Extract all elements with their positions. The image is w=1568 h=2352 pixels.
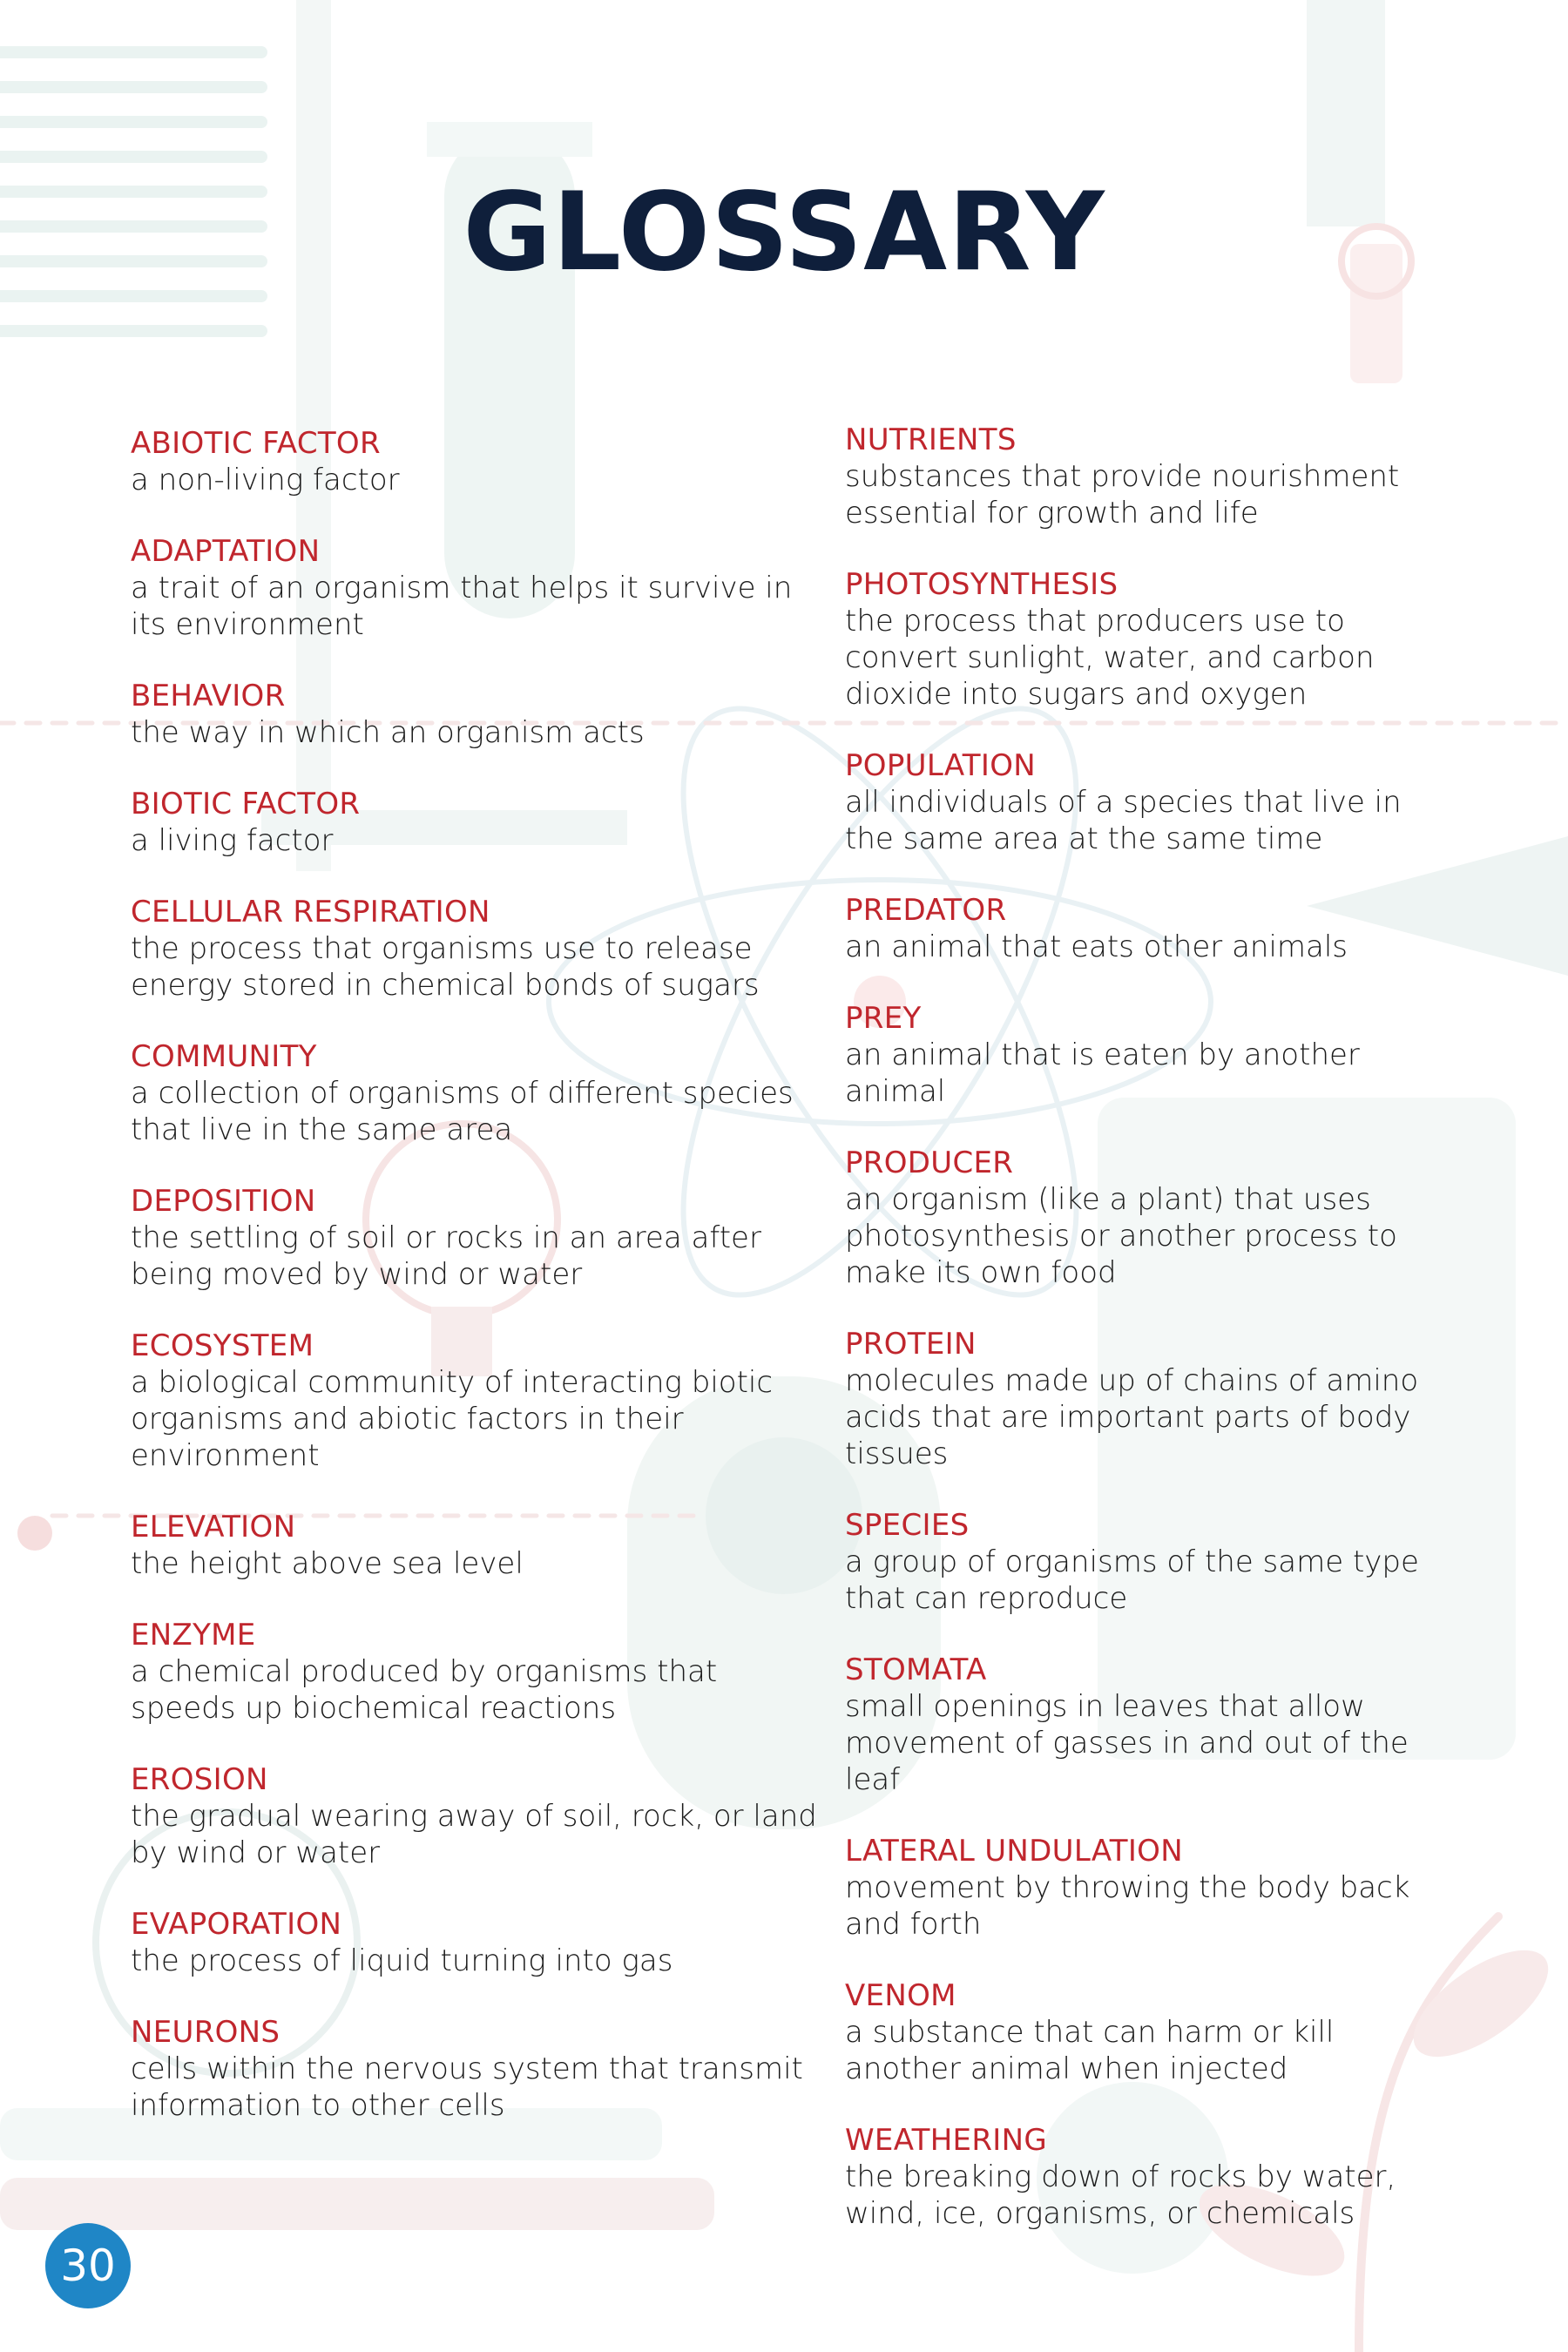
glossary-entry [845, 422, 1446, 531]
glossary-definition: the gradual wearing away of soil, rock, or land by wind or water [131, 1799, 817, 1870]
glossary-term: STOMATA [845, 1652, 987, 1687]
page-title: GLOSSARY [463, 170, 1105, 295]
glossary-entry [131, 894, 828, 1004]
glossary-definition: an animal that is eaten by another animal [845, 1037, 1360, 1109]
glossary-entry [131, 1183, 828, 1293]
glossary-entry [131, 2014, 828, 2124]
glossary-term: BIOTIC FACTOR [131, 787, 361, 821]
glossary-term: EROSION [131, 1762, 268, 1797]
glossary-right-column [845, 422, 1446, 2267]
glossary-term: BEHAVIOR [131, 679, 286, 713]
glossary-term: NEURONS [131, 2015, 280, 2050]
glossary-entry [131, 533, 828, 643]
glossary-entry [845, 566, 1446, 713]
glossary-definition: all individuals of a species that live in the same area at the same time [845, 785, 1402, 856]
glossary-left-column [131, 425, 828, 2159]
glossary-entry [845, 1652, 1446, 1798]
glossary-entry [845, 1507, 1446, 1617]
glossary-definition: a group of organisms of the same type that can reproduce [845, 1544, 1419, 1616]
glossary-definition: a chemical produced by organisms that speeds up biochemical reactions [131, 1654, 718, 1726]
glossary-term: PREY [845, 1001, 922, 1036]
glossary-entry [131, 1761, 828, 1871]
glossary-entry [131, 1038, 828, 1148]
glossary-entry [131, 425, 828, 498]
glossary-definition: movement by throwing the body back and forth [845, 1870, 1410, 1942]
glossary-definition: an organism (like a plant) that uses photosynthesis or another process to make its own food [845, 1182, 1397, 1290]
glossary-term: POPULATION [845, 748, 1036, 783]
glossary-entry [131, 1328, 828, 1474]
glossary-entry [845, 1977, 1446, 2087]
glossary-term: PREDATOR [845, 893, 1007, 928]
glossary-entry [845, 1000, 1446, 1110]
glossary-term: ELEVATION [131, 1510, 296, 1544]
glossary-term: DEPOSITION [131, 1184, 316, 1219]
glossary-term: EVAPORATION [131, 1907, 342, 1942]
glossary-term: PROTEIN [845, 1327, 977, 1362]
glossary-definition: molecules made up of chains of amino acids that are important parts of body tissues [845, 1363, 1419, 1471]
glossary-definition: the process that organisms use to release energy stored in chemical bonds of sugars [131, 931, 760, 1003]
glossary-entry [845, 1833, 1446, 1943]
page-number-badge: 30 [45, 2223, 131, 2308]
glossary-definition: the breaking down of rocks by water, wind, ice, organisms, or chemicals [845, 2159, 1396, 2231]
glossary-definition: small openings in leaves that allow movement of gasses in and out of the leaf [845, 1689, 1409, 1797]
glossary-definition: a substance that can harm or kill another animal when injected [845, 2015, 1335, 2086]
glossary-entry [131, 1906, 828, 1979]
glossary-definition: an animal that eats other animals [845, 929, 1348, 964]
glossary-term: ADAPTATION [131, 534, 321, 569]
glossary-definition: the process that producers use to convert sunlight, water, and carbon dioxide into sugars and oxygen [845, 604, 1375, 712]
glossary-term: NUTRIENTS [845, 422, 1017, 457]
glossary-definition: the way in which an organism acts [131, 715, 645, 750]
glossary-entry [845, 2122, 1446, 2232]
glossary-term: ABIOTIC FACTOR [131, 426, 381, 461]
glossary-term: ENZYME [131, 1618, 256, 1652]
glossary-entry [131, 1509, 828, 1582]
glossary-term: PHOTOSYNTHESIS [845, 567, 1119, 602]
glossary-term: WEATHERING [845, 2123, 1047, 2158]
glossary-definition: the process of liquid turning into gas [131, 1943, 673, 1978]
glossary-entry [845, 1145, 1446, 1291]
glossary-entry [131, 786, 828, 859]
glossary-definition: a trait of an organism that helps it survive in its environment [131, 571, 793, 642]
glossary-term: COMMUNITY [131, 1039, 317, 1074]
glossary-definition: a living factor [131, 823, 334, 858]
glossary-entry [845, 747, 1446, 857]
glossary-term: CELLULAR RESPIRATION [131, 895, 490, 929]
glossary-definition: a non-living factor [131, 463, 400, 497]
glossary-entry [131, 678, 828, 751]
glossary-definition: a collection of organisms of different species that live in the same area [131, 1076, 794, 1147]
glossary-entry [131, 1617, 828, 1727]
glossary-definition: the height above sea level [131, 1546, 524, 1581]
glossary-definition: the settling of soil or rocks in an area after being moved by wind or water [131, 1220, 761, 1292]
glossary-term: PRODUCER [845, 1146, 1014, 1180]
glossary-definition: substances that provide nourishment essential for growth and life [845, 459, 1400, 531]
glossary-term: LATERAL UNDULATION [845, 1834, 1183, 1869]
glossary-entry [845, 892, 1446, 965]
glossary-entry [845, 1326, 1446, 1472]
glossary-term: VENOM [845, 1978, 956, 2013]
glossary-definition: a biological community of interacting biotic organisms and abiotic factors in their environment [131, 1365, 774, 1473]
glossary-term: SPECIES [845, 1508, 970, 1543]
glossary-definition: cells within the nervous system that transmit information to other cells [131, 2051, 803, 2123]
glossary-term: ECOSYSTEM [131, 1328, 314, 1363]
